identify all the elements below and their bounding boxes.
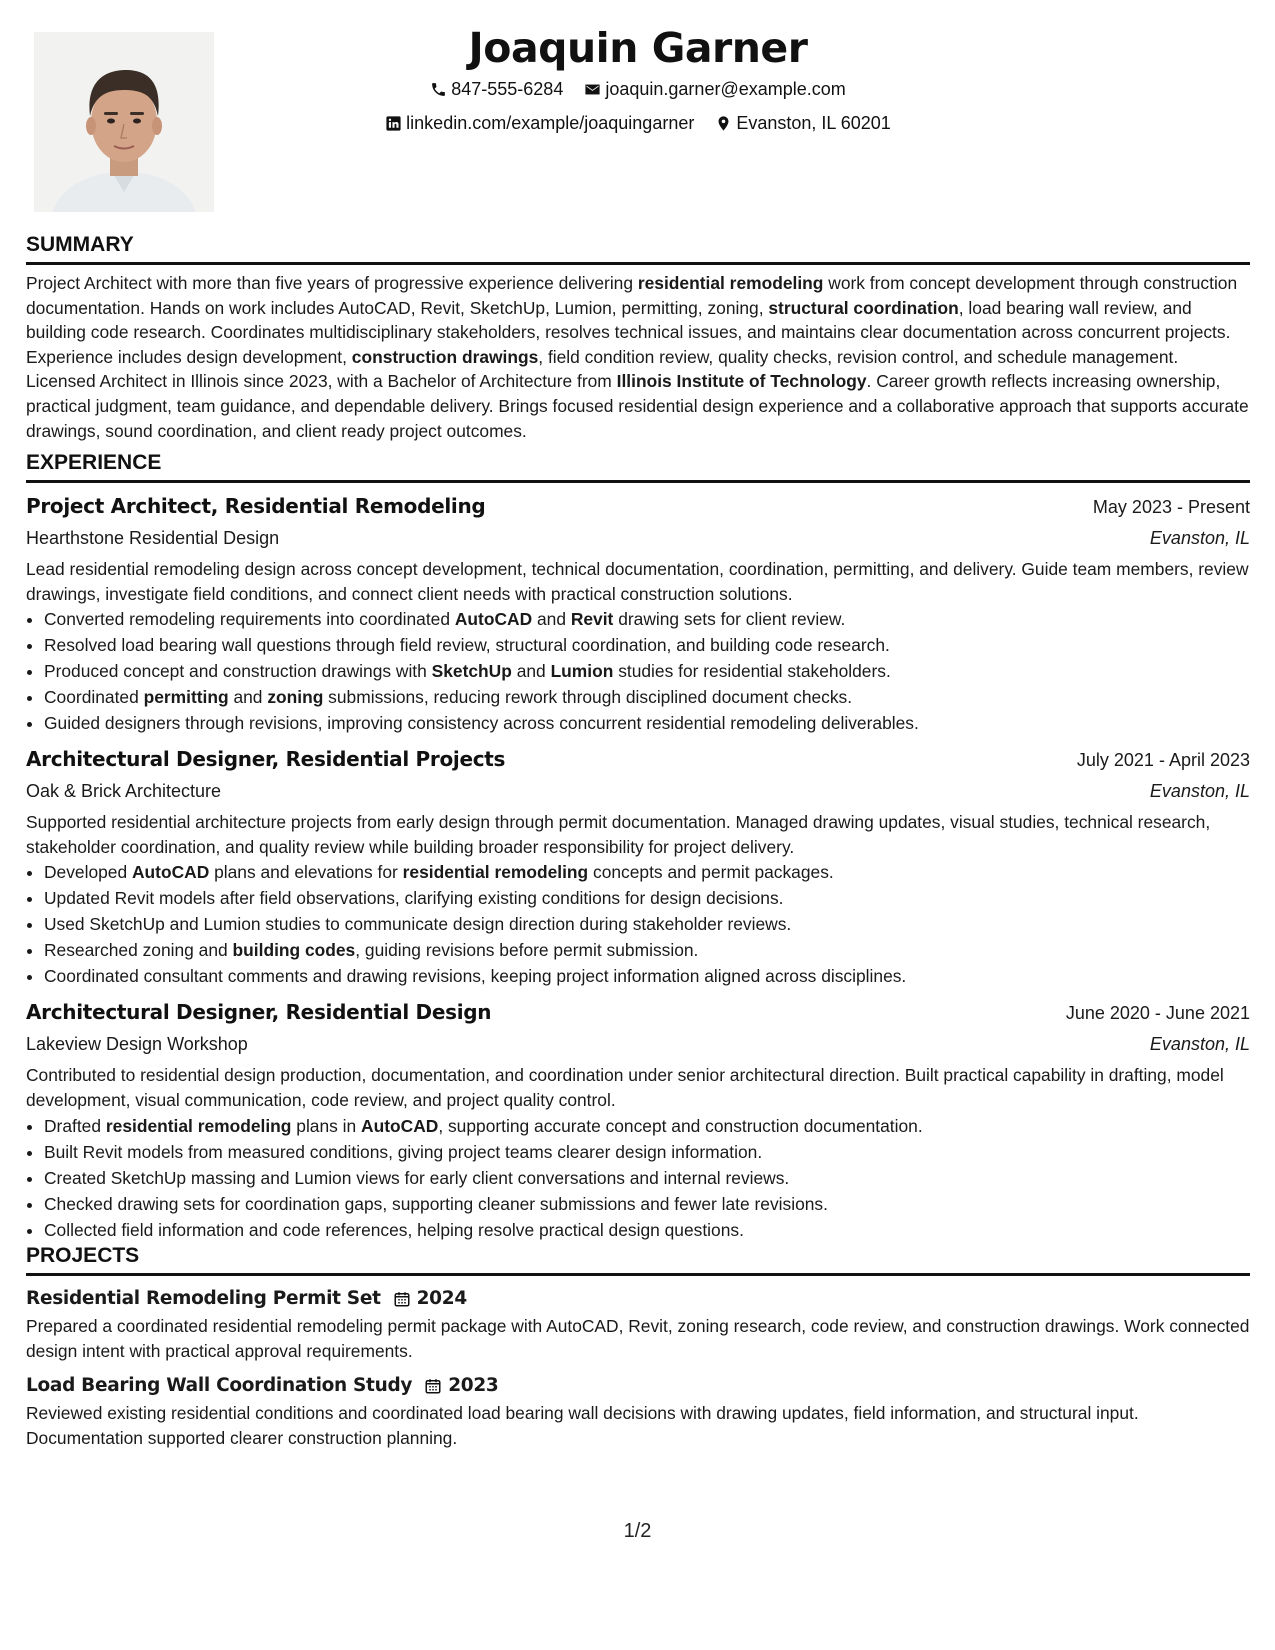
job-company: Hearthstone Residential Design [26,528,280,548]
experience-heading: EXPERIENCE [26,450,1250,483]
location-contact [715,108,890,139]
phone-icon [430,81,447,98]
bullet-item: • Checked drawing sets for coordination gaps, supporting cleaner submissions and fewer late revisions. [44,1191,1250,1217]
bullet-item: • Developed AutoCAD plans and elevations for residential remodeling concepts and permit packages. [44,859,1250,885]
bullet-item: • Coordinated consultant comments and drawing revisions, keeping project information aligned across disciplines. [44,963,1250,989]
job-company: Oak & Brick Architecture [26,781,222,802]
bullet-item: • Created SketchUp massing and Lumion views for early client conversations and internal reviews. [44,1165,1250,1191]
job-location: Evanston, IL [1149,528,1250,548]
job-location: Evanston, IL [1149,781,1250,802]
project-entry [26,1371,1250,1450]
linkedin-icon [385,115,402,132]
email-contact[interactable] [584,74,845,105]
resume-header [26,22,1250,142]
job-title-row [26,491,1250,523]
summary-heading: SUMMARY [26,232,1250,265]
contact-row-2 [26,108,1250,142]
job-dates: June 2020 - June 2021 [1065,1003,1250,1024]
job-title: Architectural Designer, Residential Projects [26,747,506,772]
job-title-row [26,997,1250,1029]
candidate-name: Joaquin Garner [468,24,808,72]
job-location: Evanston, IL [1149,1034,1250,1055]
job-bullets [26,606,1250,736]
job-bullets [26,859,1250,989]
experience-section [26,450,1250,1243]
summary-section [26,232,1250,443]
project-year: 2024 [416,1288,467,1309]
job-bullets [26,1113,1250,1243]
summary-text: Project Architect with more than five years of progressive experience delivering residential remodeling work from concept development through construction documentation. Hands on work includes AutoCAD, Revit, SketchUp, Lumion, permitting, zoning, structural coordination, load bearing wall review, and building code research. Coordinates multidisciplinary stakeholders, resolves technical issues, and maintains clear documentation across concurrent projects. Experience includes design development, construction drawings, field condition review, quality checks, revision control, and schedule management. Licensed Architect in Illinois since 2023, with a Bachelor of Architecture from Illinois Institute of Technology. Career growth reflects increasing ownership, practical judgment, team guidance, and dependable delivery. Brings focused residential design experience and a collaborative approach that supports accurate drawings, sound coordination, and client ready project outcomes. [26,273,1249,441]
email-address[interactable]: joaquin.garner@example.com [605,79,846,99]
bullet-item: • Collected field information and code references, helping resolve practical design questions. [44,1217,1250,1243]
job-title: Project Architect, Residential Remodeling [26,494,486,518]
bullet-item: • Converted remodeling requirements into coordinated AutoCAD and Revit drawing sets for client review. [44,606,1250,632]
bullet-item: • Built Revit models from measured conditions, giving project teams clearer design information. [44,1139,1250,1165]
job-company-row [26,523,1250,554]
project-header [26,1284,1250,1314]
linkedin-url[interactable]: linkedin.com/example/joaquingarner [406,113,695,133]
bullet-item: • Used SketchUp and Lumion studies to communicate design direction during stakeholder reviews. [44,911,1250,937]
calendar-icon [393,1290,411,1308]
project-description: Reviewed existing residential conditions and coordinated load bearing wall decisions with drawing updates, field information, and structural input. Documentation supported clearer construction planning. [26,1403,1139,1448]
project-header [26,1371,1250,1401]
project-name: Load Bearing Wall Coordination Study [26,1375,413,1397]
bullet-item: • Researched zoning and building codes, guiding revisions before permit submission. [44,937,1250,963]
job-company: Lakeview Design Workshop [26,1034,248,1055]
calendar-icon [424,1377,442,1395]
linkedin-contact[interactable] [385,108,694,139]
project-list [26,1284,1250,1450]
job-dates: May 2023 - Present [1092,497,1250,517]
job-dates: July 2021 - April 2023 [1076,750,1250,771]
job-list [26,491,1250,1243]
location-text: Evanston, IL 60201 [736,113,891,133]
map-pin-icon [715,115,732,132]
job-entry [26,491,1250,736]
job-company-row [26,776,1250,807]
projects-section [26,1243,1250,1450]
bullet-item: • Produced concept and construction drawings with SketchUp and Lumion studies for residential stakeholders. [44,658,1250,684]
projects-heading: PROJECTS [26,1243,1250,1276]
bullet-item: • Updated Revit models after field observations, clarifying existing conditions for design decisions. [44,885,1250,911]
project-description: Prepared a coordinated residential remodeling permit package with AutoCAD, Revit, zoning research, code review, and construction drawings. Work connected design intent with practical approval requirements. [26,1316,1250,1361]
job-entry [26,997,1250,1242]
job-title-row [26,744,1250,776]
contact-row-1 [26,74,1250,108]
job-entry [26,744,1250,989]
job-description: Contributed to residential design production, documentation, and coordination under senior architectural direction. Built practical capability in drafting, model development, visual communication, code review, and project quality control. [26,1065,1224,1110]
project-entry [26,1284,1250,1363]
resume-page [26,0,1250,1650]
envelope-icon [584,81,601,98]
project-name: Residential Remodeling Permit Set [26,1288,381,1309]
job-description: Supported residential architecture projects from early design through permit documentation. Managed drawing updates, visual studies, technical research, stakeholder coordination, and quality review while building broader responsibility for project delivery. [26,812,1211,857]
bullet-item: • Coordinated permitting and zoning submissions, reducing rework through disciplined document checks. [44,684,1250,710]
project-year: 2023 [448,1375,499,1397]
bullet-item: • Drafted residential remodeling plans in AutoCAD, supporting accurate concept and construction documentation. [44,1113,1250,1139]
phone-number: 847-555-6284 [451,79,564,99]
bullet-item: • Guided designers through revisions, improving consistency across concurrent residential remodeling deliverables. [44,710,1250,736]
job-title: Architectural Designer, Residential Design [26,1000,492,1025]
phone-contact [430,74,563,105]
bullet-item: • Resolved load bearing wall questions through field review, structural coordination, and building code research. [44,632,1250,658]
page-number: 1/2 [623,1520,652,1542]
job-company-row [26,1029,1250,1060]
job-description: Lead residential remodeling design across concept development, technical documentation, coordination, permitting, and delivery. Guide team members, review drawings, investigate field conditions, and connect client needs with practical construction solutions. [26,559,1249,604]
